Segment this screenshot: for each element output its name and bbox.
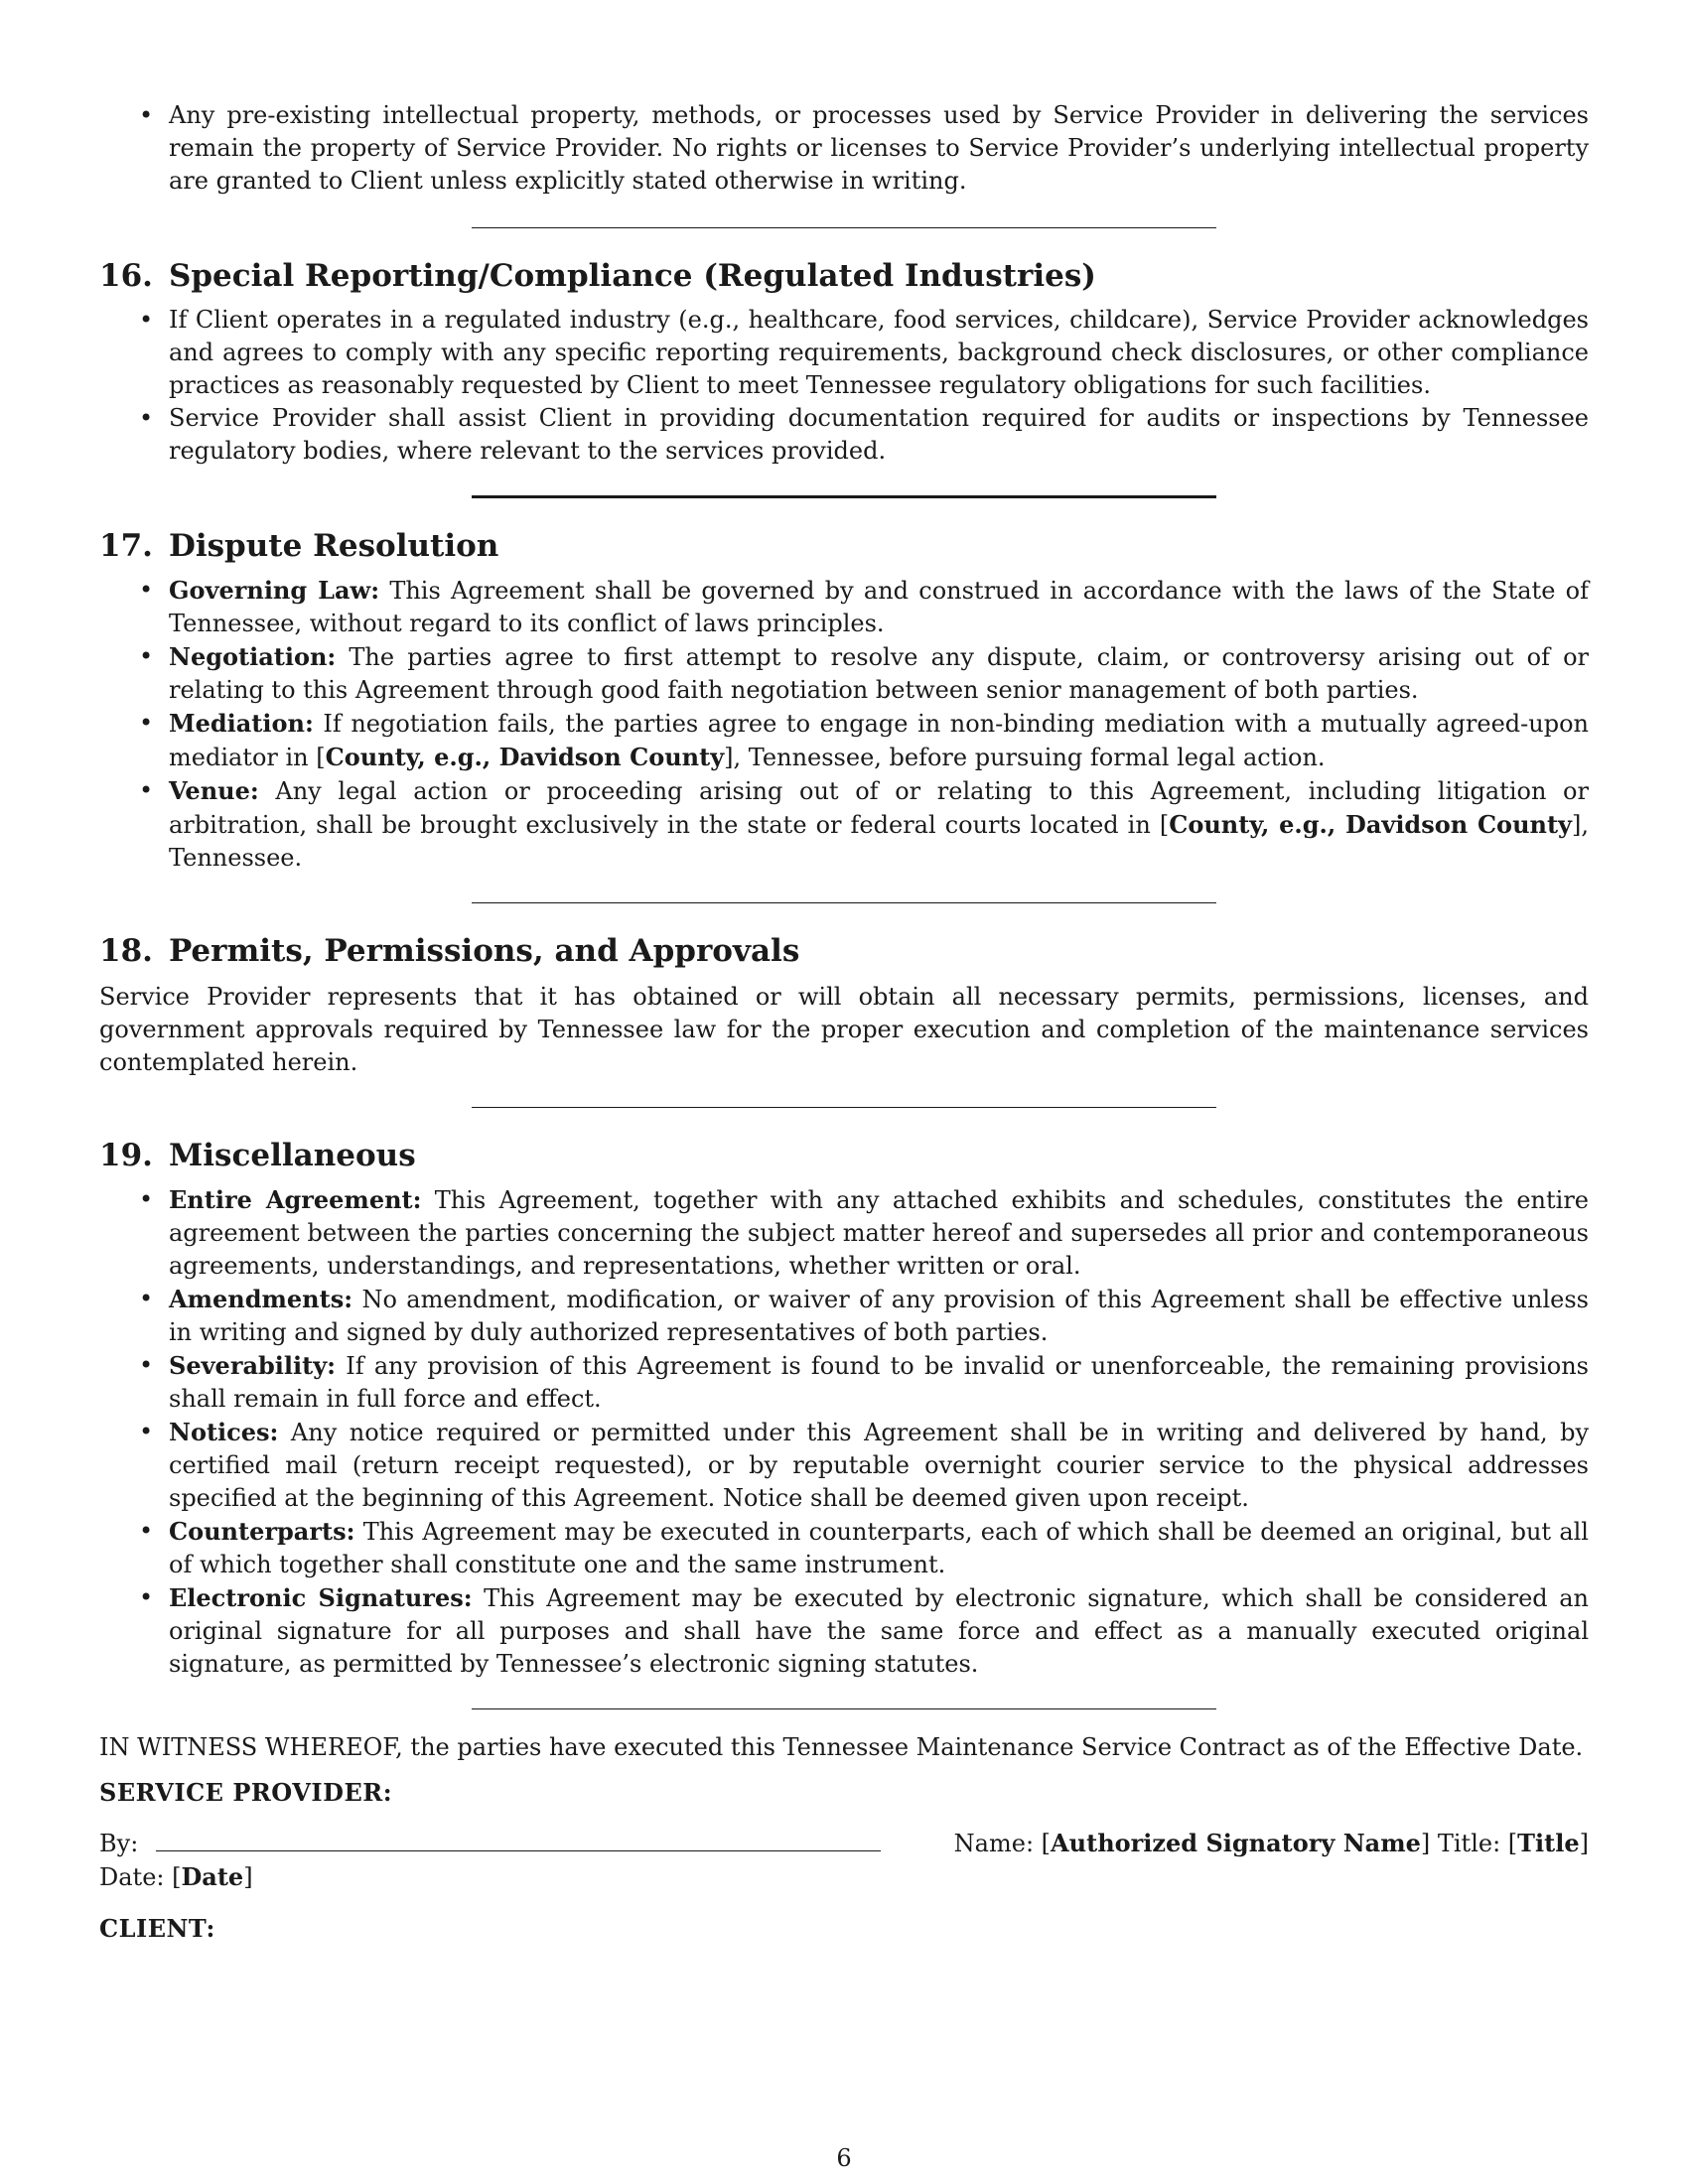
section-divider [472,902,1216,903]
section-divider [472,227,1216,228]
list-item: • Governing Law: This Agreement shall be governed by and construed in accordance with the laws of the State of Tennessee, without regard to its conflict of laws principles. [99,574,1589,640]
client-label: CLIENT: [99,1914,215,1943]
witness-statement: IN WITNESS WHEREOF, the parties have executed this Tennessee Maintenance Service Contract as of the Effective Date. [99,1733,1584,1761]
list-item: • Amendments: No amendment, modification, or waiver of any provision of this Agreement shall be effective unless in writing and signed by duly authorized representatives of both parties. [99,1283,1589,1349]
service-provider-label: SERVICE PROVIDER: [99,1778,393,1807]
list-item: • Entire Agreement: This Agreement, together with any attached exhibits and schedules, constitutes the entire agreement between the parties concerning the subject matter hereof and supersedes all prior and contemporaneous agreements, understandings, and representations, whether written or oral. [99,1183,1589,1283]
ip-bullet-list [99,99,1589,198]
list-item: • Counterparts: This Agreement may be executed in counterparts, each of which shall be deemed an original, but all of which together shall constitute one and the same instrument. [99,1515,1589,1581]
document-page [99,99,1589,1945]
section-divider [472,1107,1216,1108]
list-item: • Venue: Any legal action or proceeding arising out of or relating to this Agreement, including litigation or arbitration, shall be brought exclusively in the state or federal courts located in [County, e.g., Davidson County], Tennessee. [99,774,1589,875]
list-item: • If Client operates in a regulated industry (e.g., healthcare, food services, childcare), Service Provider acknowledges and agrees to comply with any specific reporting requirements, background check disclosures, or other compliance practices as reasonably requested by Client to meet Tennessee regulatory obligations for such facilities. [99,304,1589,402]
section-17-list [99,574,1589,875]
list-item: • Negotiation: The parties agree to first attempt to resolve any dispute, claim, or controversy arising out of or relating to this Agreement through good faith negotiation between senior management of both parties. [99,640,1589,707]
title-label: Title: [1437,1830,1501,1857]
list-item: • Mediation: If negotiation fails, the parties agree to engage in non-binding mediation with a mutually agreed-upon mediator in [County, e.g., Davidson County], Tennessee, before pursuing formal legal action. [99,707,1589,774]
signature-line [156,1827,881,1851]
name-value: Authorized Signatory Name [1051,1829,1421,1857]
by-field [99,1827,881,1860]
page-number: 6 [836,2144,852,2172]
section-19-heading: 19. Miscellaneous [99,1138,416,1173]
section-divider [472,1708,1216,1709]
section-16-heading: 16. Special Reporting/Compliance (Regulated Industries) [99,258,1096,294]
date-value: Date [181,1862,244,1891]
section-divider [472,495,1216,498]
list-item: • Notices: Any notice required or permitted under this Agreement shall be in writing and delivered by hand, by certified mail (return receipt requested), or by reputable overnight courier service to the physical addresses specified at the beginning of this Agreement. Notice shall be deemed given upon receipt. [99,1416,1589,1515]
section-17-heading: 17. Dispute Resolution [99,528,499,564]
by-label: By: [99,1830,139,1857]
list-item: • Electronic Signatures: This Agreement may be executed by electronic signature, which shall be considered an original signature for all purposes and shall have the same force and effect as a manually executed original signature, as permitted by Tennessee’s electronic signing statutes. [99,1581,1589,1681]
section-16-list [99,304,1589,468]
list-item: • Any pre-existing intellectual property, methods, or processes used by Service Provider in delivering the services remain the property of Service Provider. No rights or licenses to Service Provider’s underlying intellectual property are granted to Client unless explicitly stated otherwise in writing. [99,99,1589,198]
list-item: • Service Provider shall assist Client in providing documentation required for audits or inspections by Tennessee regulatory bodies, where relevant to the services provided. [99,402,1589,468]
name-label: Name: [953,1830,1035,1857]
signature-line-row [99,1827,1589,1860]
section-18-heading: 18. Permits, Permissions, and Approvals [99,933,800,969]
list-item: • Severability: If any provision of this Agreement is found to be invalid or unenforceable, the remaining provisions shall remain in full force and effect. [99,1349,1589,1416]
date-label: Date: [99,1863,165,1891]
date-field: Date: [Date] [99,1862,253,1891]
title-value: Title [1517,1829,1580,1857]
section-18-paragraph: Service Provider represents that it has obtained or will obtain all necessary permits, permissions, licenses, and government approvals required by Tennessee law for the proper execution and completion of the maintenance services contemplated herein. [99,983,1589,1076]
section-19-list [99,1183,1589,1681]
name-title-field: Name: [Authorized Signatory Name] Title: [Title] [953,1829,1589,1857]
